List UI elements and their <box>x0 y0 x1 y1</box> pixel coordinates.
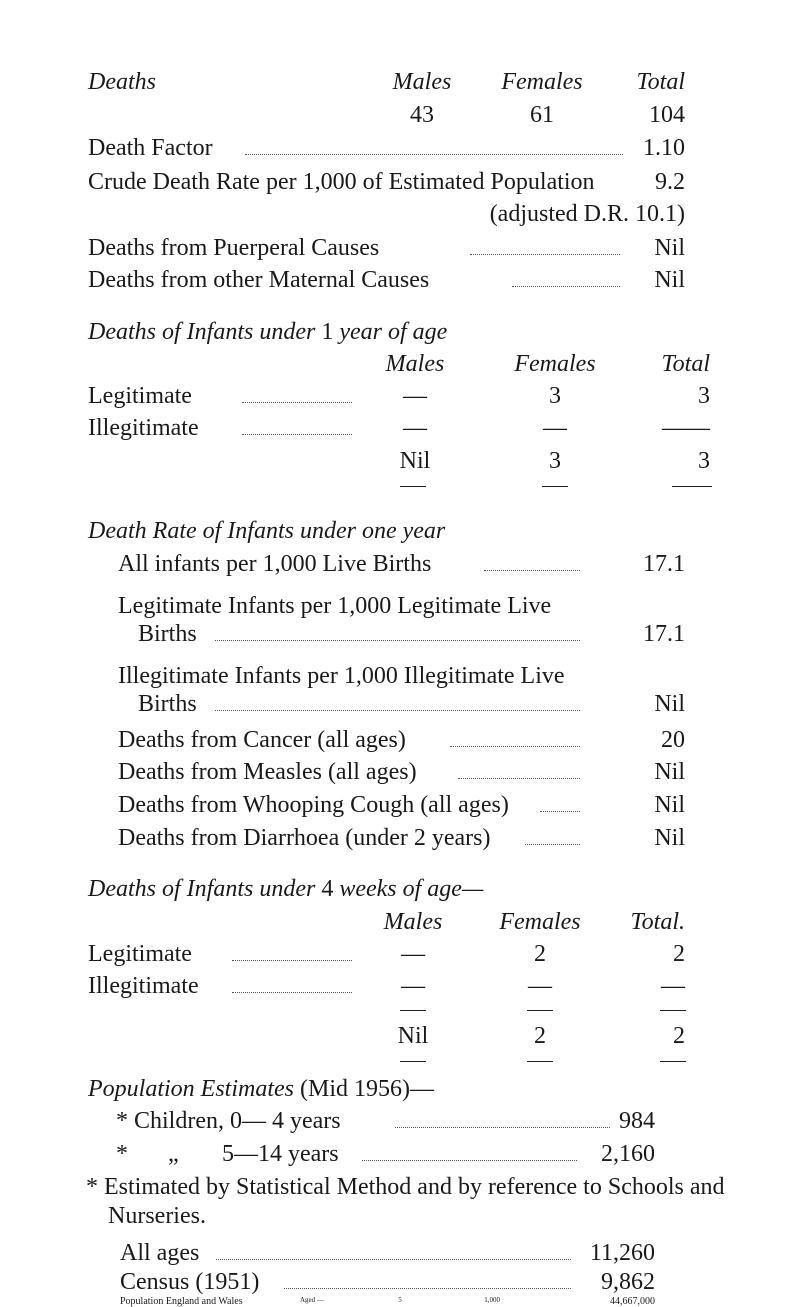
infant-rate-legit-value: 17.1 <box>643 621 685 647</box>
row-females: 2 <box>534 941 546 967</box>
children-0-4-value: 984 <box>619 1108 655 1134</box>
row-males: — <box>401 973 425 999</box>
maternal-value: Nil <box>654 267 685 293</box>
row-total: —— <box>662 415 710 441</box>
total-females: 3 <box>549 448 561 474</box>
cause-label: Deaths from Whooping Cough (all ages) <box>118 792 509 818</box>
sum-rule <box>400 1061 426 1062</box>
puerperal-value: Nil <box>654 235 685 261</box>
infant-rate-all-value: 17.1 <box>643 551 685 577</box>
death-factor-label: Death Factor <box>88 135 213 161</box>
leader-dots <box>242 402 352 403</box>
children-5-14-value: 2,160 <box>601 1141 655 1167</box>
children-5-14-label: 5—14 years <box>222 1141 339 1167</box>
row-label: Legitimate <box>88 383 192 409</box>
infant-rate-legit-label-2: Births <box>138 621 197 647</box>
sum-rule <box>527 1010 553 1011</box>
leader-dots <box>525 844 580 845</box>
leader-dots <box>395 1127 610 1128</box>
all-ages-value: 11,260 <box>589 1240 655 1266</box>
infant-rate-illeg-value: Nil <box>654 691 685 717</box>
footnote-line-1: * Estimated by Statistical Method and by reference to Schools and <box>86 1174 725 1200</box>
all-ages-label: All ages <box>120 1240 200 1266</box>
sum-rule <box>660 1010 686 1011</box>
infants-weeks-col-total: Total. <box>630 909 685 935</box>
sum-rule <box>527 1061 553 1062</box>
total-total: 2 <box>673 1023 685 1049</box>
row-males: — <box>403 383 427 409</box>
leader-dots <box>215 710 580 711</box>
children-star: * <box>116 1141 128 1167</box>
deaths-col-males: Males <box>392 69 452 95</box>
infants-weeks-col-males: Males <box>383 909 443 935</box>
row-total: — <box>661 973 685 999</box>
leader-dots <box>216 1259 571 1260</box>
leader-dots <box>215 640 580 641</box>
page-number: 5 <box>398 1296 402 1304</box>
cause-label: Deaths from Cancer (all ages) <box>118 727 406 753</box>
footnote-line-2: Nurseries. <box>108 1203 206 1229</box>
row-label: Legitimate <box>88 941 192 967</box>
row-males: — <box>401 941 425 967</box>
total-females: 2 <box>534 1023 546 1049</box>
deaths-total-value: 104 <box>649 102 685 128</box>
row-label: Illegitimate <box>88 973 199 999</box>
census-value: 9,862 <box>601 1269 655 1295</box>
sum-rule <box>400 1010 426 1011</box>
population-heading: Population Estimates (Mid 1956)— <box>88 1076 434 1102</box>
deaths-females-value: 61 <box>530 102 554 128</box>
leader-dots <box>284 1288 571 1289</box>
children-0-4-label: * Children, 0— 4 years <box>116 1108 341 1134</box>
row-label: Illegitimate <box>88 415 199 441</box>
sum-rule <box>542 486 568 487</box>
population-ew-label: Population England and Wales <box>120 1296 243 1307</box>
population-ew-value: 44,667,000 <box>610 1296 655 1307</box>
leader-dots <box>458 778 580 779</box>
row-total: 3 <box>698 383 710 409</box>
infant-rate-legit-label: Legitimate Infants per 1,000 Legitimate Live <box>118 593 552 619</box>
deaths-males-value: 43 <box>410 102 434 128</box>
crude-rate-adjusted: (adjusted D.R. 10.1) <box>489 201 685 227</box>
leader-dots <box>232 992 352 993</box>
leader-dots <box>450 746 580 747</box>
aged-label: Aged — <box>300 1296 324 1304</box>
row-females: — <box>528 973 552 999</box>
cause-value: Nil <box>654 792 685 818</box>
leader-dots <box>362 1160 577 1161</box>
total-total: 3 <box>698 448 710 474</box>
cause-label: Deaths from Measles (all ages) <box>118 759 417 785</box>
ditto-mark: „ <box>168 1141 179 1167</box>
row-males: — <box>403 415 427 441</box>
leader-dots <box>245 154 623 155</box>
deaths-heading: Deaths <box>88 69 156 95</box>
sum-rule <box>400 486 426 487</box>
cause-value: Nil <box>654 825 685 851</box>
infant-rate-heading: Death Rate of Infants under one year <box>88 518 446 544</box>
cause-label: Deaths from Diarrhoea (under 2 years) <box>118 825 491 851</box>
puerperal-label: Deaths from Puerperal Causes <box>88 235 380 261</box>
infants-weeks-col-females: Females <box>499 909 581 935</box>
infants-weeks-heading: Deaths of Infants under 4 weeks of age— <box>88 876 484 902</box>
crude-rate-value: 9.2 <box>655 169 685 195</box>
leader-dots <box>540 811 580 812</box>
sum-rule <box>672 486 712 487</box>
death-factor-value: 1.10 <box>643 135 685 161</box>
aged-value: 1,000 <box>484 1296 500 1304</box>
maternal-label: Deaths from other Maternal Causes <box>88 267 430 293</box>
row-total: 2 <box>673 941 685 967</box>
deaths-col-females: Females <box>501 69 583 95</box>
infants-year-heading: Deaths of Infants under 1 year of age <box>88 319 448 345</box>
deaths-col-total: Total <box>636 69 685 95</box>
row-females: — <box>543 415 567 441</box>
census-label: Census (1951) <box>120 1269 260 1295</box>
crude-rate-label: Crude Death Rate per 1,000 of Estimated Population <box>88 169 595 195</box>
sum-rule <box>660 1061 686 1062</box>
infant-rate-illeg-label: Illegitimate Infants per 1,000 Illegitimate Live <box>118 663 565 689</box>
infants-year-col-males: Males <box>385 351 445 377</box>
leader-dots <box>242 434 352 435</box>
infant-rate-illeg-label-2: Births <box>138 691 197 717</box>
row-females: 3 <box>549 383 561 409</box>
cause-value: 20 <box>661 727 685 753</box>
infants-year-col-females: Females <box>514 351 596 377</box>
cause-value: Nil <box>654 759 685 785</box>
infant-rate-all-label: All infants per 1,000 Live Births <box>118 551 432 577</box>
infants-year-col-total: Total <box>661 351 710 377</box>
total-males: Nil <box>397 1023 429 1049</box>
leader-dots <box>484 570 580 571</box>
leader-dots <box>232 960 352 961</box>
total-males: Nil <box>399 448 431 474</box>
